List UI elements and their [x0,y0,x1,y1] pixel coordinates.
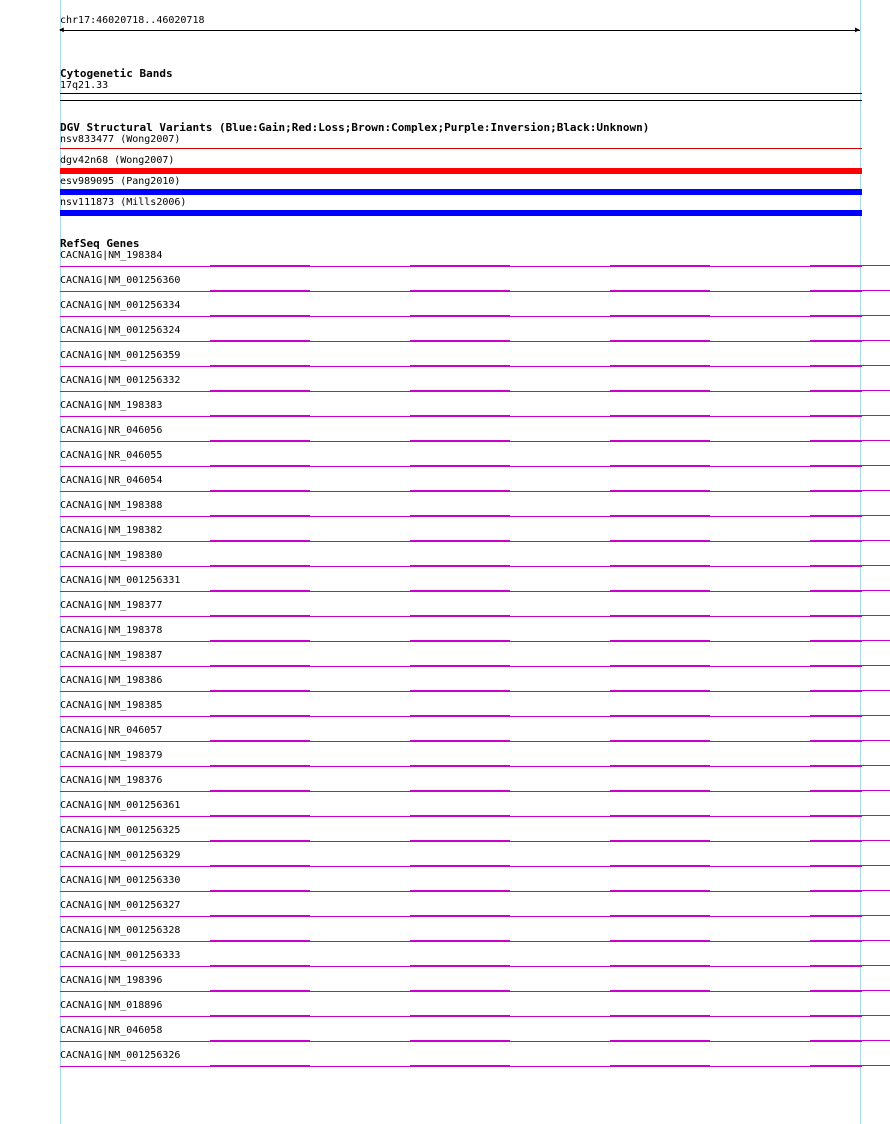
gene-direction-marker [410,690,510,691]
track-separator [60,100,862,101]
refseq-gene-model-line[interactable] [60,716,862,717]
gene-direction-marker [610,265,710,266]
gene-direction-marker [610,615,710,616]
refseq-gene-label[interactable]: CACNA1G|NR_046055 [60,450,163,461]
refseq-gene-label[interactable]: CACNA1G|NM_001256331 [60,575,181,586]
gene-direction-marker [210,890,310,891]
refseq-gene-label[interactable]: CACNA1G|NM_198380 [60,550,163,561]
refseq-gene-label[interactable]: CACNA1G|NM_198384 [60,250,163,261]
gene-direction-marker [210,465,310,466]
gene-direction-marker [610,665,710,666]
refseq-gene-label[interactable]: CACNA1G|NM_198386 [60,675,163,686]
gene-direction-marker [410,765,510,766]
refseq-gene-model-line[interactable] [60,866,862,867]
refseq-gene-model-line[interactable] [60,316,862,317]
gene-direction-marker [410,265,510,266]
gene-direction-marker [410,290,510,291]
gene-direction-marker [610,1015,710,1016]
refseq-gene-model-line[interactable] [60,741,862,742]
gene-direction-marker [410,315,510,316]
gene-direction-marker [210,565,310,566]
gene-direction-marker [610,990,710,991]
refseq-gene-model-line[interactable] [60,1066,862,1067]
refseq-gene-label[interactable]: CACNA1G|NM_001256333 [60,950,181,961]
gene-direction-marker [410,1065,510,1066]
gene-direction-marker [810,740,890,741]
refseq-gene-label[interactable]: CACNA1G|NR_046056 [60,425,163,436]
gene-direction-marker [610,740,710,741]
refseq-gene-model-line[interactable] [60,516,862,517]
gene-direction-marker [810,340,890,341]
gene-direction-marker [210,915,310,916]
gene-direction-marker [210,590,310,591]
refseq-gene-model-line[interactable] [60,1041,862,1042]
gene-direction-marker [610,1065,710,1066]
gene-direction-marker [610,840,710,841]
gene-direction-marker [410,915,510,916]
gene-direction-marker [810,590,890,591]
gene-direction-marker [810,665,890,666]
refseq-gene-model-line[interactable] [60,691,862,692]
gene-direction-marker [610,440,710,441]
gene-direction-marker [810,490,890,491]
gene-direction-marker [810,990,890,991]
gene-direction-marker [210,540,310,541]
refseq-gene-model-line[interactable] [60,391,862,392]
gene-direction-marker [810,640,890,641]
refseq-gene-label[interactable]: CACNA1G|NM_198388 [60,500,163,511]
refseq-gene-model-line[interactable] [60,541,862,542]
refseq-gene-label[interactable]: CACNA1G|NM_001256328 [60,925,181,936]
dgv-variant-bar[interactable] [60,168,862,174]
gene-direction-marker [810,290,890,291]
gene-direction-marker [210,290,310,291]
gene-direction-marker [210,390,310,391]
refseq-gene-label[interactable]: CACNA1G|NM_198387 [60,650,163,661]
refseq-gene-model-line[interactable] [60,491,862,492]
refseq-gene-label[interactable]: CACNA1G|NM_198385 [60,700,163,711]
gene-direction-marker [210,1065,310,1066]
gene-direction-marker [410,665,510,666]
gene-direction-marker [210,315,310,316]
gene-direction-marker [810,465,890,466]
refseq-gene-label[interactable]: CACNA1G|NM_198382 [60,525,163,536]
refseq-gene-label[interactable]: CACNA1G|NR_046058 [60,1025,163,1036]
gene-direction-marker [410,515,510,516]
gene-direction-marker [610,765,710,766]
gene-direction-marker [610,365,710,366]
gene-direction-marker [210,615,310,616]
gene-direction-marker [410,840,510,841]
gene-direction-marker [610,540,710,541]
gene-direction-marker [210,440,310,441]
gene-direction-marker [410,640,510,641]
gene-direction-marker [610,940,710,941]
refseq-gene-model-line[interactable] [60,641,862,642]
gene-direction-marker [210,415,310,416]
gene-direction-marker [610,640,710,641]
gene-direction-marker [410,615,510,616]
gene-direction-marker [810,390,890,391]
refseq-gene-model-line[interactable] [60,566,862,567]
gene-direction-marker [210,965,310,966]
dgv-track-title: DGV Structural Variants (Blue:Gain;Red:Loss;Brown:Complex;Purple:Inversion;Black:Unknown) [60,121,650,134]
dgv-variant-label[interactable]: esv989095 (Pang2010) [60,176,181,187]
gene-direction-marker [810,540,890,541]
refseq-gene-label[interactable]: CACNA1G|NM_198383 [60,400,163,411]
refseq-gene-model-line[interactable] [60,841,862,842]
gene-direction-marker [410,1015,510,1016]
gene-direction-marker [810,565,890,566]
gene-direction-marker [810,840,890,841]
ruler-left-arrow-icon: ◀ [59,25,64,34]
dgv-variant-bar[interactable] [60,189,862,195]
gene-direction-marker [610,290,710,291]
dgv-variant-label[interactable]: dgv42n68 (Wong2007) [60,155,175,166]
gene-direction-marker [410,490,510,491]
gene-direction-marker [610,715,710,716]
refseq-gene-model-line[interactable] [60,1016,862,1017]
gene-direction-marker [210,1015,310,1016]
gene-direction-marker [210,840,310,841]
refseq-gene-model-line[interactable] [60,291,862,292]
gene-direction-marker [810,515,890,516]
gene-direction-marker [810,865,890,866]
gene-direction-marker [610,565,710,566]
refseq-gene-label[interactable]: CACNA1G|NM_001256326 [60,1050,181,1061]
gene-direction-marker [610,315,710,316]
gene-direction-marker [410,815,510,816]
cytoband-track-title: Cytogenetic Bands [60,67,173,80]
gene-direction-marker [810,1015,890,1016]
refseq-gene-label[interactable]: CACNA1G|NR_046057 [60,725,163,736]
gene-direction-marker [810,765,890,766]
refseq-gene-label[interactable]: CACNA1G|NM_001256329 [60,850,181,861]
gene-direction-marker [810,965,890,966]
refseq-gene-model-line[interactable] [60,666,862,667]
gene-direction-marker [410,715,510,716]
gene-direction-marker [410,890,510,891]
refseq-gene-model-line[interactable] [60,891,862,892]
gene-direction-marker [810,1040,890,1041]
gene-direction-marker [410,540,510,541]
refseq-gene-label[interactable]: CACNA1G|NM_198376 [60,775,163,786]
gene-direction-marker [410,565,510,566]
refseq-gene-label[interactable]: CACNA1G|NM_001256332 [60,375,181,386]
gene-direction-marker [810,940,890,941]
gene-direction-marker [610,865,710,866]
gene-direction-marker [610,490,710,491]
gene-direction-marker [610,465,710,466]
gene-direction-marker [610,965,710,966]
gene-direction-marker [810,790,890,791]
gene-direction-marker [210,490,310,491]
refseq-gene-model-line[interactable] [60,616,862,617]
refseq-gene-model-line[interactable] [60,341,862,342]
refseq-gene-model-line[interactable] [60,791,862,792]
gene-direction-marker [410,865,510,866]
refseq-gene-label[interactable]: CACNA1G|NM_001256324 [60,325,181,336]
gene-direction-marker [410,365,510,366]
refseq-gene-model-line[interactable] [60,416,862,417]
refseq-gene-label[interactable]: CACNA1G|NR_046054 [60,475,163,486]
refseq-gene-label[interactable]: CACNA1G|NM_198379 [60,750,163,761]
refseq-gene-label[interactable]: CACNA1G|NM_001256327 [60,900,181,911]
gene-direction-marker [410,790,510,791]
gene-direction-marker [210,865,310,866]
refseq-gene-model-line[interactable] [60,991,862,992]
gene-direction-marker [210,715,310,716]
gene-direction-marker [810,715,890,716]
refseq-gene-label[interactable]: CACNA1G|NM_198396 [60,975,163,986]
dgv-variant-bar[interactable] [60,148,862,149]
gene-direction-marker [210,790,310,791]
gene-direction-marker [610,815,710,816]
refseq-gene-label[interactable]: CACNA1G|NM_001256325 [60,825,181,836]
gene-direction-marker [810,1065,890,1066]
gene-direction-marker [810,415,890,416]
refseq-gene-label[interactable]: CACNA1G|NM_001256360 [60,275,181,286]
refseq-gene-label[interactable]: CACNA1G|NM_198377 [60,600,163,611]
gene-direction-marker [410,590,510,591]
refseq-track-title: RefSeq Genes [60,237,140,250]
refseq-gene-model-line[interactable] [60,966,862,967]
refseq-gene-label[interactable]: CACNA1G|NM_001256330 [60,875,181,886]
refseq-gene-model-line[interactable] [60,466,862,467]
gene-direction-marker [610,515,710,516]
gene-direction-marker [410,390,510,391]
gene-direction-marker [610,890,710,891]
gene-direction-marker [610,390,710,391]
gene-direction-marker [210,665,310,666]
gene-direction-marker [810,265,890,266]
refseq-gene-model-line[interactable] [60,766,862,767]
gene-direction-marker [810,615,890,616]
gene-direction-marker [410,415,510,416]
gene-direction-marker [210,640,310,641]
ruler-right-arrow-icon: ▶ [855,25,860,34]
gene-direction-marker [410,1040,510,1041]
gene-direction-marker [410,940,510,941]
gene-direction-marker [210,365,310,366]
refseq-gene-model-line[interactable] [60,916,862,917]
gene-direction-marker [610,590,710,591]
gene-direction-marker [810,440,890,441]
gene-direction-marker [610,340,710,341]
refseq-gene-model-line[interactable] [60,266,862,267]
cytoband-label[interactable]: 17q21.33 [60,80,109,91]
refseq-gene-label[interactable]: CACNA1G|NM_198378 [60,625,163,636]
refseq-gene-model-line[interactable] [60,941,862,942]
gene-direction-marker [410,990,510,991]
gene-direction-marker [810,815,890,816]
gene-direction-marker [210,940,310,941]
gene-direction-marker [810,315,890,316]
gene-direction-marker [210,690,310,691]
gene-direction-marker [810,915,890,916]
gene-direction-marker [210,740,310,741]
refseq-gene-label[interactable]: CACNA1G|NM_001256359 [60,350,181,361]
refseq-gene-model-line[interactable] [60,816,862,817]
refseq-gene-model-line[interactable] [60,441,862,442]
gene-direction-marker [210,1040,310,1041]
gene-direction-marker [410,440,510,441]
location-ruler [60,30,860,31]
gene-direction-marker [210,515,310,516]
refseq-gene-label[interactable]: CACNA1G|NM_001256361 [60,800,181,811]
gene-direction-marker [610,690,710,691]
gene-direction-marker [210,765,310,766]
gene-direction-marker [610,790,710,791]
gene-direction-marker [610,1040,710,1041]
refseq-gene-model-line[interactable] [60,366,862,367]
gene-direction-marker [410,340,510,341]
gene-direction-marker [210,340,310,341]
gene-direction-marker [410,465,510,466]
refseq-gene-label[interactable]: CACNA1G|NM_001256334 [60,300,181,311]
gene-direction-marker [810,890,890,891]
refseq-gene-label[interactable]: CACNA1G|NM_018896 [60,1000,163,1011]
dgv-variant-label[interactable]: nsv833477 (Wong2007) [60,134,181,145]
cytoband-feature-line[interactable] [60,93,862,94]
gene-direction-marker [210,990,310,991]
location-label: chr17:46020718..46020718 [60,15,205,26]
gene-direction-marker [610,915,710,916]
gene-direction-marker [610,415,710,416]
gene-direction-marker [810,690,890,691]
gene-direction-marker [210,265,310,266]
gene-direction-marker [810,365,890,366]
gene-direction-marker [410,965,510,966]
gene-direction-marker [210,815,310,816]
refseq-gene-model-line[interactable] [60,591,862,592]
dgv-variant-bar[interactable] [60,210,862,216]
dgv-variant-label[interactable]: nsv111873 (Mills2006) [60,197,187,208]
gene-direction-marker [410,740,510,741]
